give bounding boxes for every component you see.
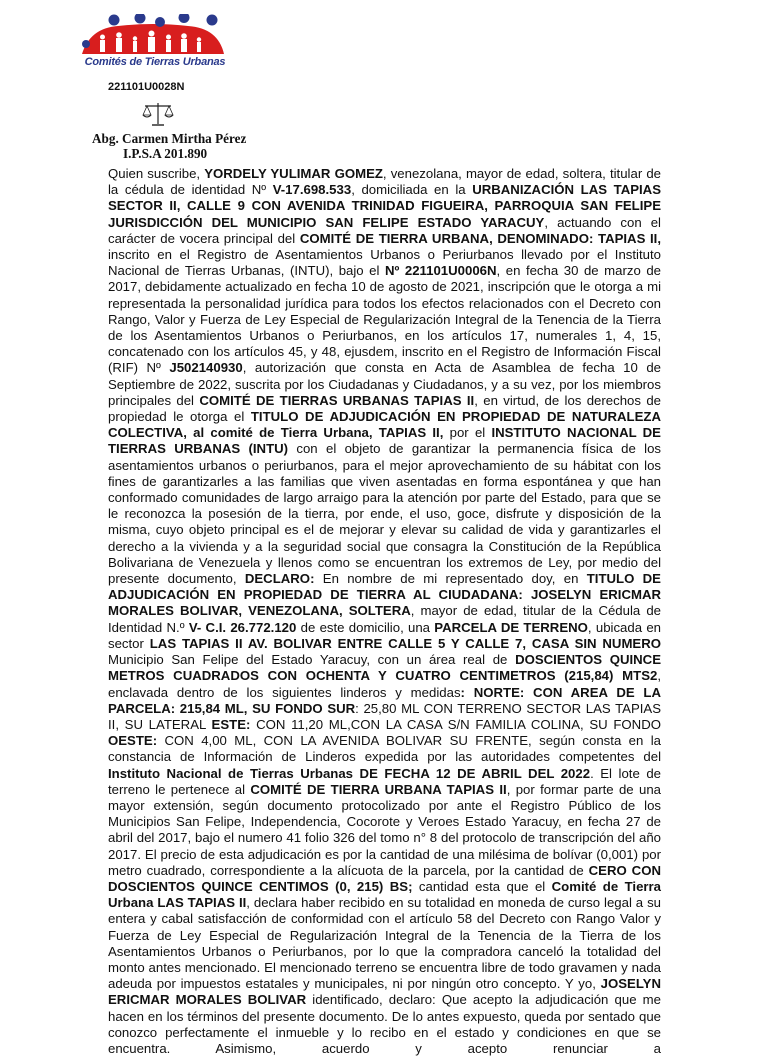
body-bold-text: URBANIZACIÓN LAS TAPIAS SECTOR II, CALLE 9 CON AVENIDA TRINIDAD FIGUEIRA, PARROQUIA SAN FELIPE JURISDICCIÓN DEL MUNICIPIO SAN FELIPE ESTADO YARACUY (108, 182, 662, 230)
body-bold-text: LAS TAPIAS II AV. BOLIVAR ENTRE CALLE 5 Y CALLE 7, CASA SIN NUMERO (149, 635, 662, 651)
body-bold-text: V-17.698.533 (272, 182, 352, 198)
logo-emblem-icon (78, 14, 228, 58)
document-body (108, 166, 661, 1057)
lawyer-block (92, 131, 246, 161)
body-text-run: CON 4,00 ML, CON LA AVENIDA BOLIVAR SU FRENTE, según consta en la constancia de Información de Linderos expedida por las autoridades competentes del (108, 733, 661, 765)
body-bold-text: COMITÉ DE TIERRAS URBANAS TAPIAS II (199, 392, 475, 408)
body-text-run: , por formar parte de una mayor extensión, según documento protocolizado por ante el Registro Público de los Municipios San Felipe, Independencia, Cocorote y Veroes Estado Yaracuy, en fecha 27 de abril del 2017, bajo el numero 41 folio 326 del tomo n° 8 del protocolo de transcripción del año 2017. El precio de esta adjudicación es por la cantidad de una milésima de bolívar (0,001) por metro cuadrado, correspondiente a la alícuota de la parcela, por la cantidad de (108, 781, 661, 878)
committee-logo (78, 14, 228, 72)
body-bold-text: Nº 221101U0006N (384, 263, 497, 279)
body-bold-text: : NORTE: CON AREA DE LA PARCELA: 215,84 ML, SU FONDO SUR (108, 684, 661, 716)
body-text-run: : 25,80 ML CON TERRENO SECTOR LAS TAPIAS II, SU LATERAL (108, 700, 661, 732)
body-text-run: . El lote de terreno le pertenece al (108, 765, 661, 797)
body-bold-text: OESTE: (108, 733, 158, 749)
body-text-run: , en virtud, de los derechos de propiedad le otorga el (108, 392, 661, 425)
body-text-run: , declara haber recibido en su totalidad en moneda de curso legal a su entera y cabal satisfacción de conformidad con el artículo 58 del Decreto con Rango Valor y Fuerza de Ley Especial de Regularización Integral de la Tenencia de la Tierra de los Asentamientos Urbanos o Periurbanos, por lo que la compradora canceló la totalidad del monto antes mencionado. El mencionado terreno se encuentra libre de todo gravamen y nada adeuda por impuestos estatales y municipales, ni por ningún otro concepto. Y yo, (108, 895, 661, 992)
body-bold-text: YORDELY YULIMAR GOMEZ (204, 166, 383, 181)
body-bold-text: V- C.I. 26.772.120 (188, 619, 297, 635)
body-text-run: , enclavada dentro de los siguientes linderos y medidas (108, 668, 661, 700)
body-bold-text: JOSELYN ERICMAR MORALES BOLIVAR (108, 976, 661, 1008)
body-bold-text: ESTE: (211, 716, 251, 732)
body-text-run: , actuando con el carácter de vocera principal del (108, 214, 661, 246)
body-text-run: , mayor de edad, titular de la Cédula de Identidad N.º (108, 603, 661, 635)
body-text-run: con el objeto de garantizar la permanencia física de los asentamientos urbanos o periurbanos, para el mejor aprovechamiento de su hábitat con los fines de garantizarles a las familias que viven asentadas en forma espontánea y que han conformado comunidades de largo arraigo para la atención por parte del Estado, para que se le reconozca la posesión de la tierra, por ende, el uso, goce, disfrute y disposición de la misma, cuyo objeto principal es el de mejorar y elevar su calidad de vida y garantizarles el derecho a la vivienda y a la seguridad social que consagra la Constitución de la República Bolivariana de Venezuela y llenos como se encuentran los extremos de Ley, por medio del presente documento, (108, 441, 661, 587)
reference-code: 221101U0028N (108, 81, 185, 93)
body-text-run: Quien suscribe, (108, 166, 205, 181)
lawyer-name: Abg. Carmen Mirtha Pérez (92, 131, 247, 146)
body-text-run: de este domicilio, una (296, 619, 435, 635)
body-bold-text: DOSCIENTOS QUINCE METROS CUADRADOS CON OCHENTA Y CUATRO CENTIMETROS (215,84) MTS2 (108, 652, 661, 684)
body-bold-text: J502140930 (169, 360, 243, 376)
body-text-run: Municipio San Felipe del Estado Yaracuy, con un área real de (108, 652, 516, 668)
body-bold-text: TITULO DE ADJUDICACIÓN EN PROPIEDAD DE NATURALEZA COLECTIVA, al comité de Tierra Urbana, TAPIAS II, (108, 409, 661, 441)
logo-text: Comités de Tierras Urbanas (84, 56, 226, 68)
body-bold-text: Comité de Tierra Urbana LAS TAPIAS II (108, 878, 662, 911)
body-text-run: identificado, declaro: Que acepto la adjudicación que me hacen en los términos del presente documento. De lo antes expuesto, queda por sentado que conozco perfectamente el inmueble y lo recibo en el estado y condiciones en que se encuentra. Asimismo, acuerdo y acepto renunciar a (108, 992, 661, 1056)
lawyer-ipsa: I.P.S.A 201.890 (123, 146, 208, 161)
body-text-run: cantidad esta que el (412, 878, 552, 894)
body-bold-text: Instituto Nacional de Tierras Urbanas DE FECHA 12 DE ABRIL DEL 2022 (108, 765, 591, 781)
body-bold-text: PARCELA DE TERRENO (434, 619, 588, 635)
body-text-run: por el (443, 425, 492, 441)
body-text-run: , autorización que consta en Acta de Asamblea de fecha 10 de Septiembre de 2022, suscrita por los Ciudadanas y Ciudadanos, y a su vez, por los miembros principales del (108, 360, 662, 408)
body-bold-text: DECLARO: (244, 571, 315, 587)
body-text-run: , en fecha 30 de marzo de 2017, debidamente actualizado en fecha 10 de agosto de 2021, inscripción que le otorga a mi representada la personalidad jurídica para todos los efectos relacionados con el Decreto con Rango, Valor y Fuerza de Ley Especial de Regularización Integral de la Tenencia de la Tierra de los Asentamientos Urbanos o Periurbanos, en los artículos 17, numerales 1, 4, 15, concatenado con los artículos 45, y 48, ejusdem, inscrito en el Registro de Información Fiscal (RIF) Nº (108, 263, 661, 376)
justice-scale-icon (142, 101, 174, 127)
body-bold-text: COMITÉ DE TIERRA URBANA, DENOMINADO: TAPIAS II, (299, 230, 662, 246)
body-text-run: CON 11,20 ML,CON LA CASA S/N FAMILIA COLINA, SU FONDO (250, 716, 661, 732)
body-bold-text: CERO CON DOSCIENTOS QUINCE CENTIMOS (0, 215) BS; (108, 862, 661, 894)
body-bold-text: INSTITUTO NACIONAL DE TIERRAS URBANAS (INTU) (108, 425, 661, 457)
body-text-run: , ubicada en sector (108, 619, 661, 651)
body-text-run: inscrito en el Registro de Asentamientos Urbanos o Periurbanos llevado por el Instituto Nacional de Tierras Urbanas, (INTU), bajo el (108, 247, 661, 279)
body-bold-text: TITULO DE ADJUDICACIÓN EN PROPIEDAD DE TIERRA AL CIUDADANA: JOSELYN ERICMAR MORALES BOLIVAR, VENEZOLANA, SOLTERA (108, 571, 661, 619)
body-text-run: En nombre de mi representado doy, en (314, 571, 587, 587)
body-text-run: , venezolana, mayor de edad, soltera, titular de la cédula de identidad Nº (108, 166, 661, 198)
body-bold-text: COMITÉ DE TIERRA URBANA TAPIAS II (250, 781, 507, 797)
body-text-run: , domiciliada en la (351, 182, 473, 198)
